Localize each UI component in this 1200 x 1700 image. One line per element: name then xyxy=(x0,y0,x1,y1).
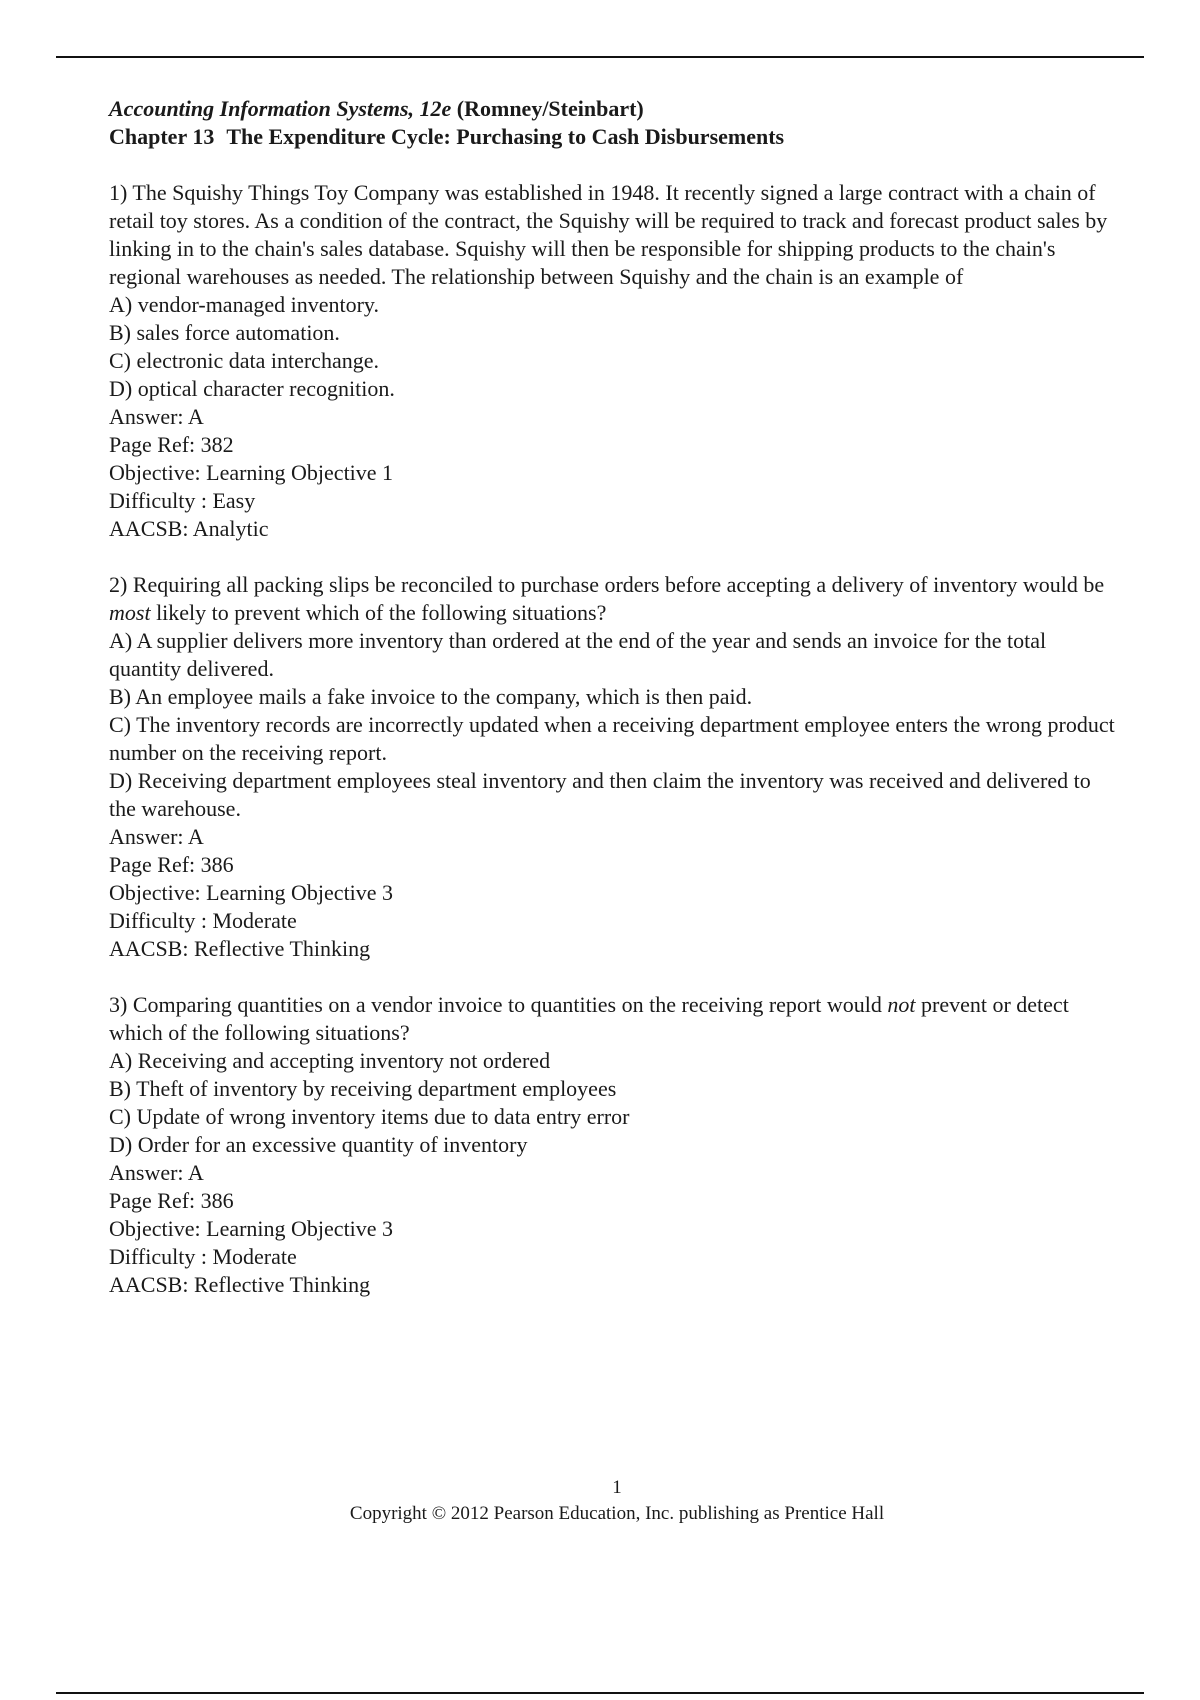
question-stem xyxy=(109,179,1119,291)
document-body xyxy=(109,95,1119,1299)
question-stem xyxy=(109,991,1119,1047)
option-b: B) sales force automation. xyxy=(109,320,340,345)
objective: Objective: Learning Objective 1 xyxy=(109,460,394,485)
stem-text-after: likely to prevent which of the following situations? xyxy=(150,600,607,625)
bottom-rule xyxy=(56,1692,1144,1694)
option-b: B) Theft of inventory by receiving department employees xyxy=(109,1076,617,1101)
stem-text: 1) The Squishy Things Toy Company was established in 1948. It recently signed a large contract with a chain of retail toy stores. As a condition of the contract, the Squishy will be required to track and forecast product sales by linking in to the chain's sales database. Squishy will then be responsible for shipping products to the chain's regional warehouses as needed. The relationship between Squishy and the chain is an example of xyxy=(109,180,1108,289)
question-2 xyxy=(109,571,1119,963)
question-1 xyxy=(109,179,1119,543)
option-c: C) electronic data interchange. xyxy=(109,348,379,373)
page-number: 1 xyxy=(612,1477,622,1498)
chapter-name: The Expenditure Cycle: Purchasing to Cash Disbursements xyxy=(226,124,785,149)
option-d: D) Order for an excessive quantity of inventory xyxy=(109,1132,528,1157)
chapter-label: Chapter 13 xyxy=(109,124,215,149)
book-title: Accounting Information Systems, 12e xyxy=(109,96,452,121)
option-c: C) Update of wrong inventory items due to data entry error xyxy=(109,1104,630,1129)
stem-text: 2) Requiring all packing slips be reconciled to purchase orders before accepting a delivery of inventory would be xyxy=(109,572,1105,597)
objective: Objective: Learning Objective 3 xyxy=(109,1216,394,1241)
answer: Answer: A xyxy=(109,404,204,429)
option-a: A) A supplier delivers more inventory than ordered at the end of the year and sends an invoice for the total quantity delivered. xyxy=(109,628,1047,681)
stem-emphasis: most xyxy=(109,600,151,625)
book-authors: (Romney/Steinbart) xyxy=(456,96,644,121)
top-rule xyxy=(56,56,1144,58)
option-d: D) optical character recognition. xyxy=(109,376,395,401)
answer: Answer: A xyxy=(109,824,204,849)
option-b: B) An employee mails a fake invoice to the company, which is then paid. xyxy=(109,684,753,709)
stem-text-after: prevent or detect which of the following situations? xyxy=(109,992,1069,1045)
page-ref: Page Ref: 386 xyxy=(109,852,234,877)
difficulty: Difficulty : Moderate xyxy=(109,908,297,933)
chapter-title-line xyxy=(109,123,1119,151)
stem-text: 3) Comparing quantities on a vendor invoice to quantities on the receiving report would xyxy=(109,992,888,1017)
page-ref: Page Ref: 382 xyxy=(109,432,234,457)
option-d: D) Receiving department employees steal inventory and then claim the inventory was received and delivered to the warehouse. xyxy=(109,768,1091,821)
stem-emphasis: not xyxy=(887,992,916,1017)
book-title-line xyxy=(109,95,1119,123)
option-a: A) vendor-managed inventory. xyxy=(109,292,379,317)
question-stem xyxy=(109,571,1119,627)
option-c: C) The inventory records are incorrectly updated when a receiving department employee enters the wrong product number on the receiving report. xyxy=(109,712,1115,765)
copyright-notice: Copyright © 2012 Pearson Education, Inc. publishing as Prentice Hall xyxy=(349,1503,885,1524)
page-ref: Page Ref: 386 xyxy=(109,1188,234,1213)
difficulty: Difficulty : Easy xyxy=(109,488,256,513)
difficulty: Difficulty : Moderate xyxy=(109,1244,297,1269)
aacsb: AACSB: Reflective Thinking xyxy=(109,936,371,961)
objective: Objective: Learning Objective 3 xyxy=(109,880,394,905)
aacsb: AACSB: Analytic xyxy=(109,516,269,541)
question-3 xyxy=(109,991,1119,1299)
option-a: A) Receiving and accepting inventory not ordered xyxy=(109,1048,551,1073)
aacsb: AACSB: Reflective Thinking xyxy=(109,1272,371,1297)
answer: Answer: A xyxy=(109,1160,204,1185)
